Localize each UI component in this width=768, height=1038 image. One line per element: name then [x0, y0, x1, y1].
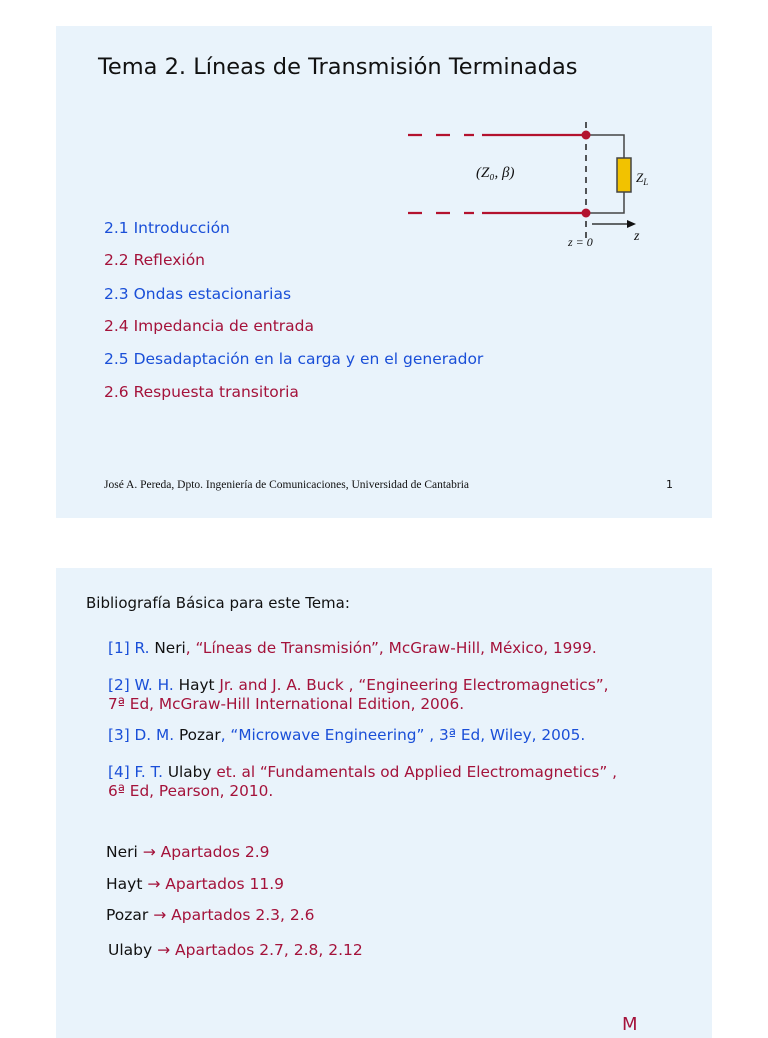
- ref-1-details: , “Líneas de Transmisión”, McGraw-Hill, México, 1999.: [185, 639, 597, 657]
- page-number: 1: [666, 478, 673, 491]
- ref-3-author: Pozar: [178, 726, 221, 744]
- ref-1-author: Neri: [154, 639, 186, 657]
- ref-4-details: et. al “Fundamentals od Applied Electromagnetics” ,: [211, 763, 617, 781]
- toc-item-3: 2.3 Ondas estacionarias: [104, 285, 292, 303]
- origin-label: z = 0: [568, 235, 593, 249]
- arrow-right-icon: →: [147, 875, 161, 893]
- section-author: Neri: [106, 843, 138, 861]
- load-resistor: [617, 158, 631, 192]
- ref-4-author: Ulaby: [167, 763, 212, 781]
- node-bottom: [582, 209, 591, 218]
- reference-1: [108, 639, 597, 658]
- toc-item-6: 2.6 Respuesta transitoria: [104, 383, 299, 401]
- load-label: [636, 170, 648, 187]
- arrow-right-icon: →: [157, 941, 171, 959]
- slide-1: [56, 26, 712, 518]
- arrow-right-icon: →: [153, 906, 167, 924]
- arrow-right-icon: →: [142, 843, 156, 861]
- section-row-neri: [106, 843, 270, 861]
- reference-4: [108, 763, 617, 801]
- ref-4-details-line2: 6ª Ed, Pearson, 2010.: [108, 782, 274, 800]
- load-wire-bottom: [586, 192, 624, 213]
- bibliography-heading: Bibliografía Básica para este Tema:: [86, 594, 350, 612]
- ref-2-number: [2] W. H.: [108, 676, 179, 694]
- toc-item-1: 2.1 Introducción: [104, 219, 230, 237]
- section-author: Hayt: [106, 875, 143, 893]
- slide-footer: José A. Pereda, Dpto. Ingeniería de Comunicaciones, Universidad de Cantabria: [104, 479, 470, 491]
- ref-3-details: , “Microwave Engineering” , 3ª Ed, Wiley, 2005.: [220, 726, 586, 744]
- ref-1-number: [1] R.: [108, 639, 155, 657]
- section-row-pozar: [106, 906, 315, 924]
- node-top: [582, 131, 591, 140]
- z-axis-label: z: [634, 229, 640, 244]
- line-params-label: (Z₀, β): [476, 165, 515, 181]
- ref-3-number: [3] D. M.: [108, 726, 179, 744]
- toc-item-2: 2.2 Reflexión: [104, 251, 205, 269]
- ref-2-author: Hayt: [178, 676, 215, 694]
- toc-item-5: 2.5 Desadaptación en la carga y en el generador: [104, 350, 484, 368]
- toc-item-4: 2.4 Impedancia de entrada: [104, 317, 314, 335]
- section-row-ulaby: [108, 941, 363, 959]
- transmission-line-diagram: [406, 116, 656, 266]
- ref-2-details-line2: 7ª Ed, McGraw-Hill International Edition, 2006.: [108, 695, 465, 713]
- slide-2: [56, 568, 712, 1038]
- load-wire-top: [586, 135, 624, 158]
- reference-2: [108, 676, 608, 714]
- section-author: Pozar: [106, 906, 149, 924]
- reference-3: [108, 726, 585, 745]
- section-text: Apartados 11.9: [160, 875, 284, 893]
- slide-title: Tema 2. Líneas de Transmisión Terminadas: [98, 54, 578, 80]
- section-text: Apartados 2.7, 2.8, 2.12: [170, 941, 363, 959]
- corner-text: M: [622, 1014, 638, 1035]
- load-label-main: Z: [636, 170, 644, 185]
- section-text: Apartados 2.9: [155, 843, 270, 861]
- section-text: Apartados 2.3, 2.6: [166, 906, 315, 924]
- section-row-hayt: [106, 875, 284, 893]
- ref-4-number: [4] F. T.: [108, 763, 168, 781]
- section-author: Ulaby: [108, 941, 153, 959]
- load-label-sub: L: [643, 177, 649, 187]
- z-axis-arrowhead: [627, 220, 636, 228]
- ref-2-details: Jr. and J. A. Buck , “Engineering Electromagnetics”,: [214, 676, 609, 694]
